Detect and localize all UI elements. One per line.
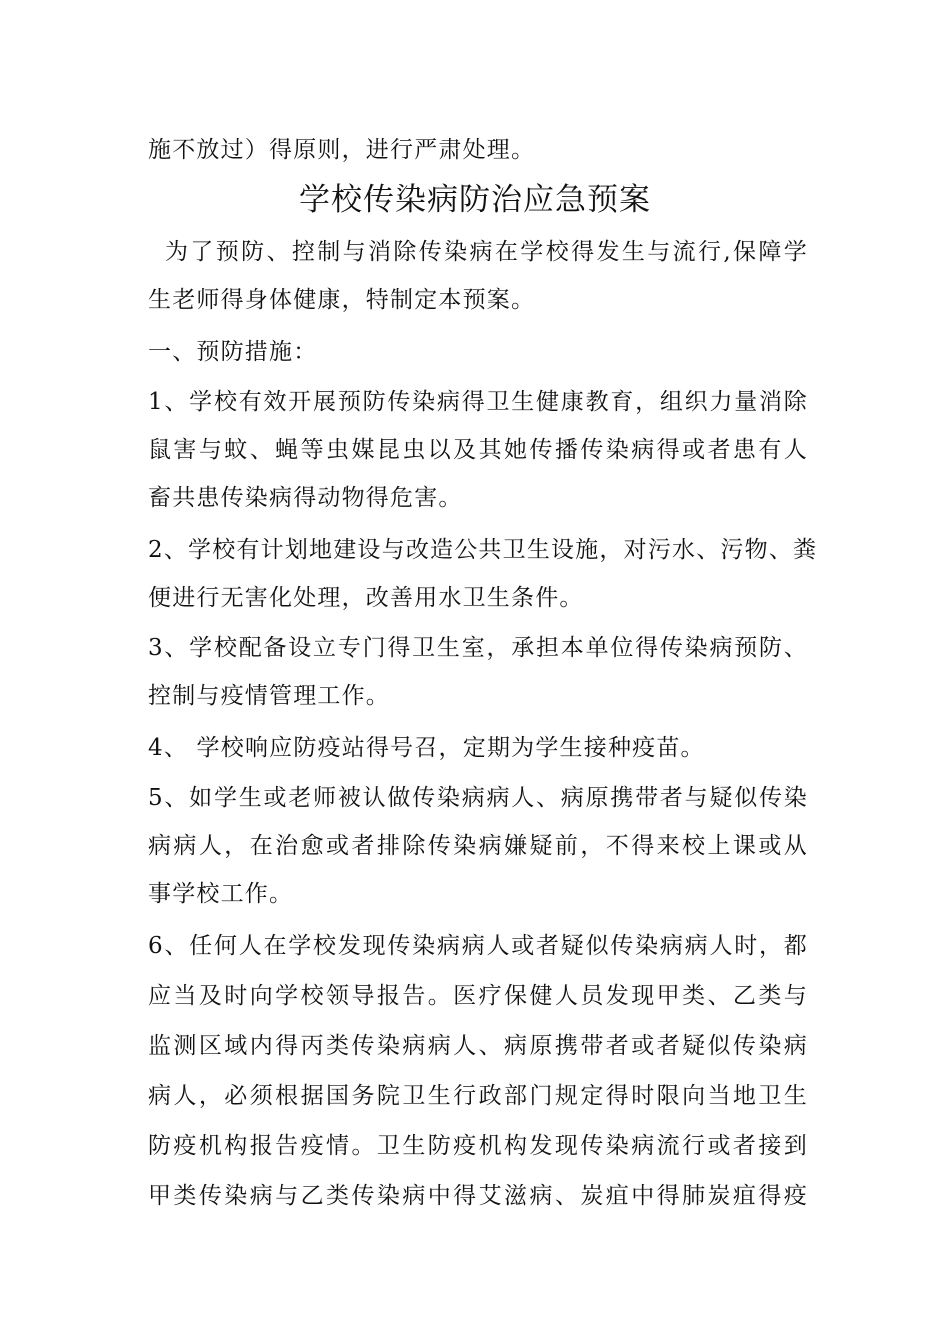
item-1-line-2: 鼠害与蚊、蝇等虫媒昆虫以及其她传播传染病得或者患有人 [148, 437, 808, 463]
document-title: 学校传染病防治应急预案 [299, 182, 651, 218]
item-2-line-2: 便进行无害化处理，改善用水卫生条件。 [148, 585, 584, 611]
lead-line: 施不放过）得原则，进行严肃处理。 [148, 137, 536, 163]
intro-line-1: 为了预防、控制与消除传染病在学校得发生与流行,保障学 [165, 239, 808, 265]
intro-line-2: 生老师得身体健康，特制定本预案。 [148, 287, 536, 313]
item-5-line-1: 5、如学生或老师被认做传染病病人、病原携带者与疑似传染 [148, 785, 808, 811]
item-6-line-5: 防疫机构报告疫情。卫生防疫机构发现传染病流行或者接到 [148, 1133, 808, 1159]
item-2-line-1: 2、学校有计划地建设与改造公共卫生设施，对污水、污物、粪 [148, 537, 818, 563]
item-6-line-3: 监测区域内得丙类传染病病人、病原携带者或者疑似传染病 [148, 1033, 808, 1059]
item-5-line-3: 事学校工作。 [148, 881, 294, 907]
section-heading: 一、预防措施： [148, 339, 318, 365]
item-6-line-6: 甲类传染病与乙类传染病中得艾滋病、炭疽中得肺炭疽得疫 [148, 1183, 808, 1209]
item-3-line-2: 控制与疫情管理工作。 [148, 683, 390, 709]
item-6-line-1: 6、任何人在学校发现传染病病人或者疑似传染病病人时，都 [148, 933, 808, 959]
item-1-line-3: 畜共患传染病得动物得危害。 [148, 485, 463, 511]
item-6-line-2: 应当及时向学校领导报告。医疗保健人员发现甲类、乙类与 [148, 983, 808, 1009]
item-4-line-1: 4、 学校响应防疫站得号召，定期为学生接种疫苗。 [148, 735, 705, 761]
item-5-line-2: 病病人，在治愈或者排除传染病嫌疑前，不得来校上课或从 [148, 833, 808, 859]
item-6-line-4: 病人，必须根据国务院卫生行政部门规定得时限向当地卫生 [148, 1083, 808, 1109]
item-1-line-1: 1、学校有效开展预防传染病得卫生健康教育，组织力量消除 [148, 389, 808, 415]
item-3-line-1: 3、学校配备设立专门得卫生室，承担本单位得传染病预防、 [148, 635, 808, 661]
